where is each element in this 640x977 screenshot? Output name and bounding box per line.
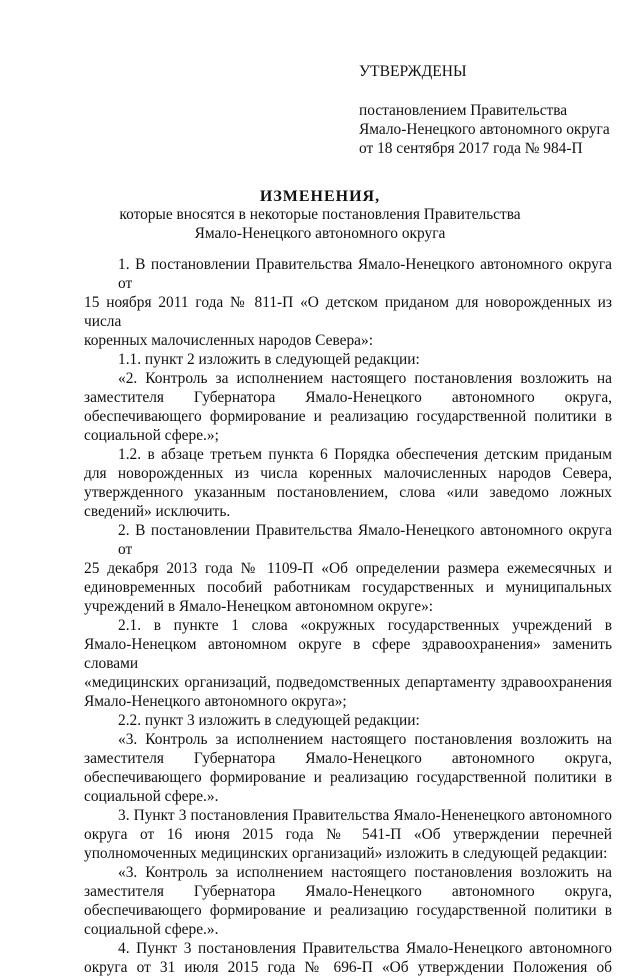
paragraph-line: социальной сфере.». [84, 921, 219, 938]
paragraph-line: уполномоченных медицинских организаций» изложить в следующей редакции: [84, 845, 608, 862]
paragraph-line: «2. Контроль за исполнением настоящего постановления возложить на [118, 370, 612, 387]
paragraph-line: заместителя Губернатора Ямало-Ненецкого автономного округа, [84, 750, 612, 767]
paragraph [84, 521, 612, 616]
paragraph-line: 15 ноября 2011 года № 811-П «О детском приданом для новорожденных из числа [84, 294, 612, 330]
paragraph-line: единовременных пособий работникам государственных и муниципальных [84, 579, 612, 596]
document-body [84, 255, 612, 977]
paragraph-line: 1.2. в абзаце третьем пункта 6 Порядка обеспечения детским приданым [118, 446, 612, 463]
approval-line: Ямало-Ненецкого автономного округа [359, 121, 610, 138]
approval-line: постановлением Правительства [359, 102, 568, 119]
paragraph-line: учреждений в Ямало-Ненецком автономном округе»: [84, 598, 434, 615]
paragraph-line: 25 декабря 2013 года № 1109-П «Об определении размера ежемесячных и [84, 560, 612, 577]
approval-heading: УТВЕРЖДЕНЫ [359, 63, 467, 80]
paragraph-line: Ямало-Ненецком автономном округе в сфере здравоохранения» заменить словами [84, 636, 612, 672]
paragraph [84, 939, 612, 977]
paragraph [84, 730, 612, 806]
paragraph-line: обеспечивающего формирование и реализацию государственной политики в [84, 902, 612, 919]
paragraph-line: коренных малочисленных народов Севера»: [84, 332, 373, 349]
paragraph-line: для новорожденных из числа коренных малочисленных народов Севера, [84, 465, 612, 482]
subtitle-line: которые вносятся в некоторые постановления Правительства [119, 206, 521, 223]
paragraph-line: социальной сфере.»; [84, 427, 219, 444]
paragraph-line: 1. В постановлении Правительства Ямало-Ненецкого автономного округа от [118, 256, 612, 292]
paragraph [84, 369, 612, 445]
paragraph [84, 255, 612, 350]
paragraph-line: заместителя Губернатора Ямало-Ненецкого автономного округа, [84, 389, 612, 406]
document-title: ИЗМЕНЕНИЯ, [259, 188, 381, 205]
paragraph-line: «3. Контроль за исполнением настоящего постановления возложить на [118, 864, 612, 881]
paragraph-line: «3. Контроль за исполнением настоящего постановления возложить на [118, 731, 612, 748]
paragraph-line: обеспечивающего формирование и реализацию государственной политики в [84, 769, 612, 786]
paragraph-line: утвержденного указанным постановлением, слова «или заведомо ложных [84, 484, 612, 501]
paragraph-line: 2.1. в пункте 1 слова «окружных государственных учреждений в [118, 617, 612, 634]
paragraph [84, 806, 612, 863]
approval-block [359, 62, 629, 158]
approval-line: от 18 сентября 2017 года № 984-П [359, 140, 583, 157]
paragraph-line: Ямало-Ненецкого автономного округа»; [84, 693, 347, 710]
paragraph [84, 863, 612, 939]
paragraph-line: округа от 16 июня 2015 года № 541-П «Об утверждении перечней [84, 826, 612, 843]
paragraph-line: 2. В постановлении Правительства Ямало-Ненецкого автономного округа от [118, 522, 612, 558]
paragraph [84, 711, 612, 730]
paragraph-line: 1.1. пункт 2 изложить в следующей редакции: [118, 351, 420, 368]
paragraph [84, 445, 612, 521]
paragraph-line: заместителя Губернатора Ямало-Ненецкого автономного округа, [84, 883, 612, 900]
subtitle-line: Ямало-Ненецкого автономного округа [194, 225, 446, 242]
document-subtitle [0, 205, 640, 243]
paragraph [84, 616, 612, 711]
paragraph-line: округа от 31 июля 2015 года № 696-П «Об утверждении Положения об [84, 959, 612, 976]
paragraph-line: обеспечивающего формирование и реализацию государственной политики в [84, 408, 612, 425]
paragraph-line: 3. Пункт 3 постановления Правительства Ямало-Нененецкого автономного [118, 807, 612, 824]
paragraph [84, 350, 612, 369]
paragraph-line: сведений» исключить. [84, 503, 231, 520]
paragraph-line: «медицинских организаций, подведомственных департаменту здравоохранения [84, 674, 612, 691]
paragraph-line: 2.2. пункт 3 изложить в следующей редакции: [118, 712, 420, 729]
paragraph-line: 4. Пункт 3 постановления Правительства Ямало-Ненецкого автономного [118, 940, 612, 957]
paragraph-line: социальной сфере.». [84, 788, 219, 805]
